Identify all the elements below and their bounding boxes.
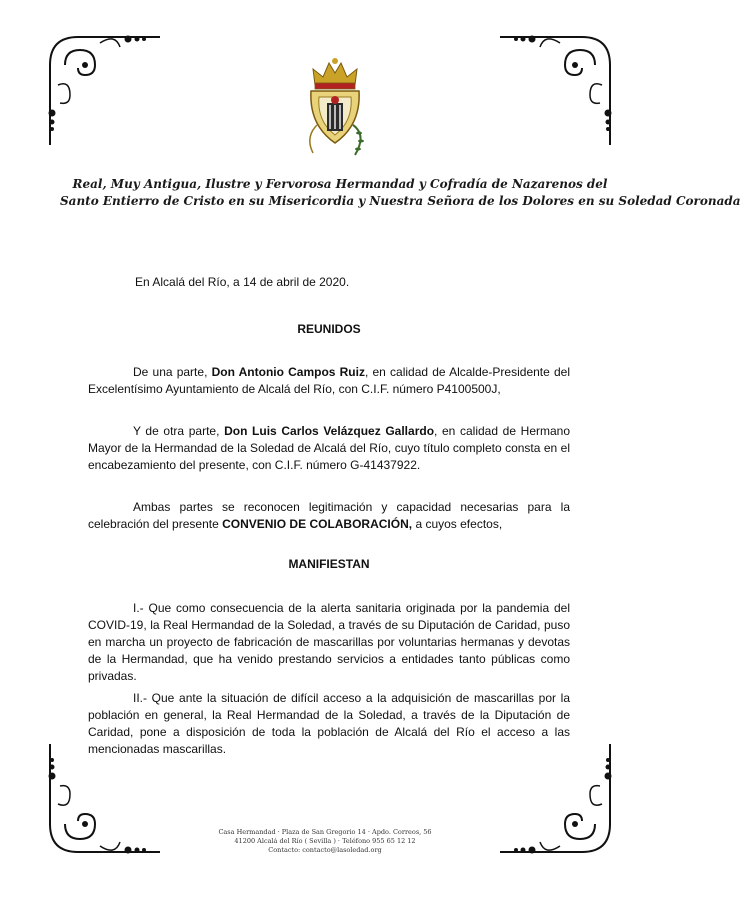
- organization-title: [60, 176, 741, 210]
- ornament-corner-icon: [490, 25, 620, 155]
- org-title-line-1: Real, Muy Antigua, Ilustre y Fervorosa Hermandad y Cofradía de Nazarenos del: [72, 177, 608, 191]
- coat-of-arms-crest-icon: [295, 55, 375, 163]
- paragraph-first-party: [88, 364, 570, 398]
- text-run: Ambas partes se reconocen legitimación y capacidad necesarias para la celebración del presente: [88, 500, 570, 531]
- party-name-mayor: Don Antonio Campos Ruiz: [211, 365, 365, 379]
- paragraph-second-party: [88, 423, 570, 474]
- agreement-title: CONVENIO DE COLABORACIÓN,: [222, 517, 413, 531]
- party-name-hermano-mayor: Don Luis Carlos Velázquez Gallardo: [224, 424, 435, 438]
- org-title-line-2: Santo Entierro de Cristo en su Misericordia y Nuestra Señora de los Dolores en su Soledad Coronada: [60, 194, 741, 208]
- footer-email: Contacto: contacto@lasoledad.org: [268, 846, 382, 854]
- text-run: , en calidad de Hermano Mayor de la Hermandad de la Soledad de Alcalá del Río, cuyo título completo consta en el encabezamiento del presente, con C.I.F. número G-41437922.: [88, 424, 571, 472]
- text-run: a cuyos efectos,: [412, 517, 503, 531]
- place-date: En Alcalá del Río, a 14 de abril de 2020.: [135, 275, 350, 289]
- text-run: , en calidad de Alcalde-Presidente del Excelentísimo Ayuntamiento de Alcalá del Río, con C.I.F. número P4100500J,: [88, 365, 570, 396]
- paragraph-statement-2: II.- Que ante la situación de difícil acceso a la adquisición de mascarillas por la población en general, la Real Hermandad de la Soledad, a través de la Diputación de Caridad, pone a disposición de toda la población de Alcalá del Río el acceso a las mencionadas mascarillas.: [88, 691, 570, 756]
- text-run: De una parte,: [133, 365, 212, 379]
- footer-address: Casa Hermandad · Plaza de San Gregorio 14 · Apdo. Correos, 56: [218, 828, 432, 836]
- heading-manifiestan: MANIFIESTAN: [288, 557, 370, 571]
- footer-city-phone: 41200 Alcalá del Río ( Sevilla ) · Teléfono 955 65 12 12: [234, 837, 416, 845]
- paragraph-agreement: [88, 499, 570, 533]
- ornament-corner-icon: [40, 25, 170, 155]
- text-run: Y de otra parte,: [133, 424, 225, 438]
- footer-contact: [175, 828, 475, 855]
- paragraph-statement-1: I.- Que como consecuencia de la alerta sanitaria originada por la pandemia del COVID-19, la Real Hermandad de la Soledad, a través de su Diputación de Caridad, puso en marcha un proyecto de fabricación de mascarillas por voluntarias hermanas y devotas de la Hermandad, que ha venido prestando servicios a entidades tanto públicas como privadas.: [88, 601, 570, 683]
- heading-reunidos: REUNIDOS: [297, 322, 361, 336]
